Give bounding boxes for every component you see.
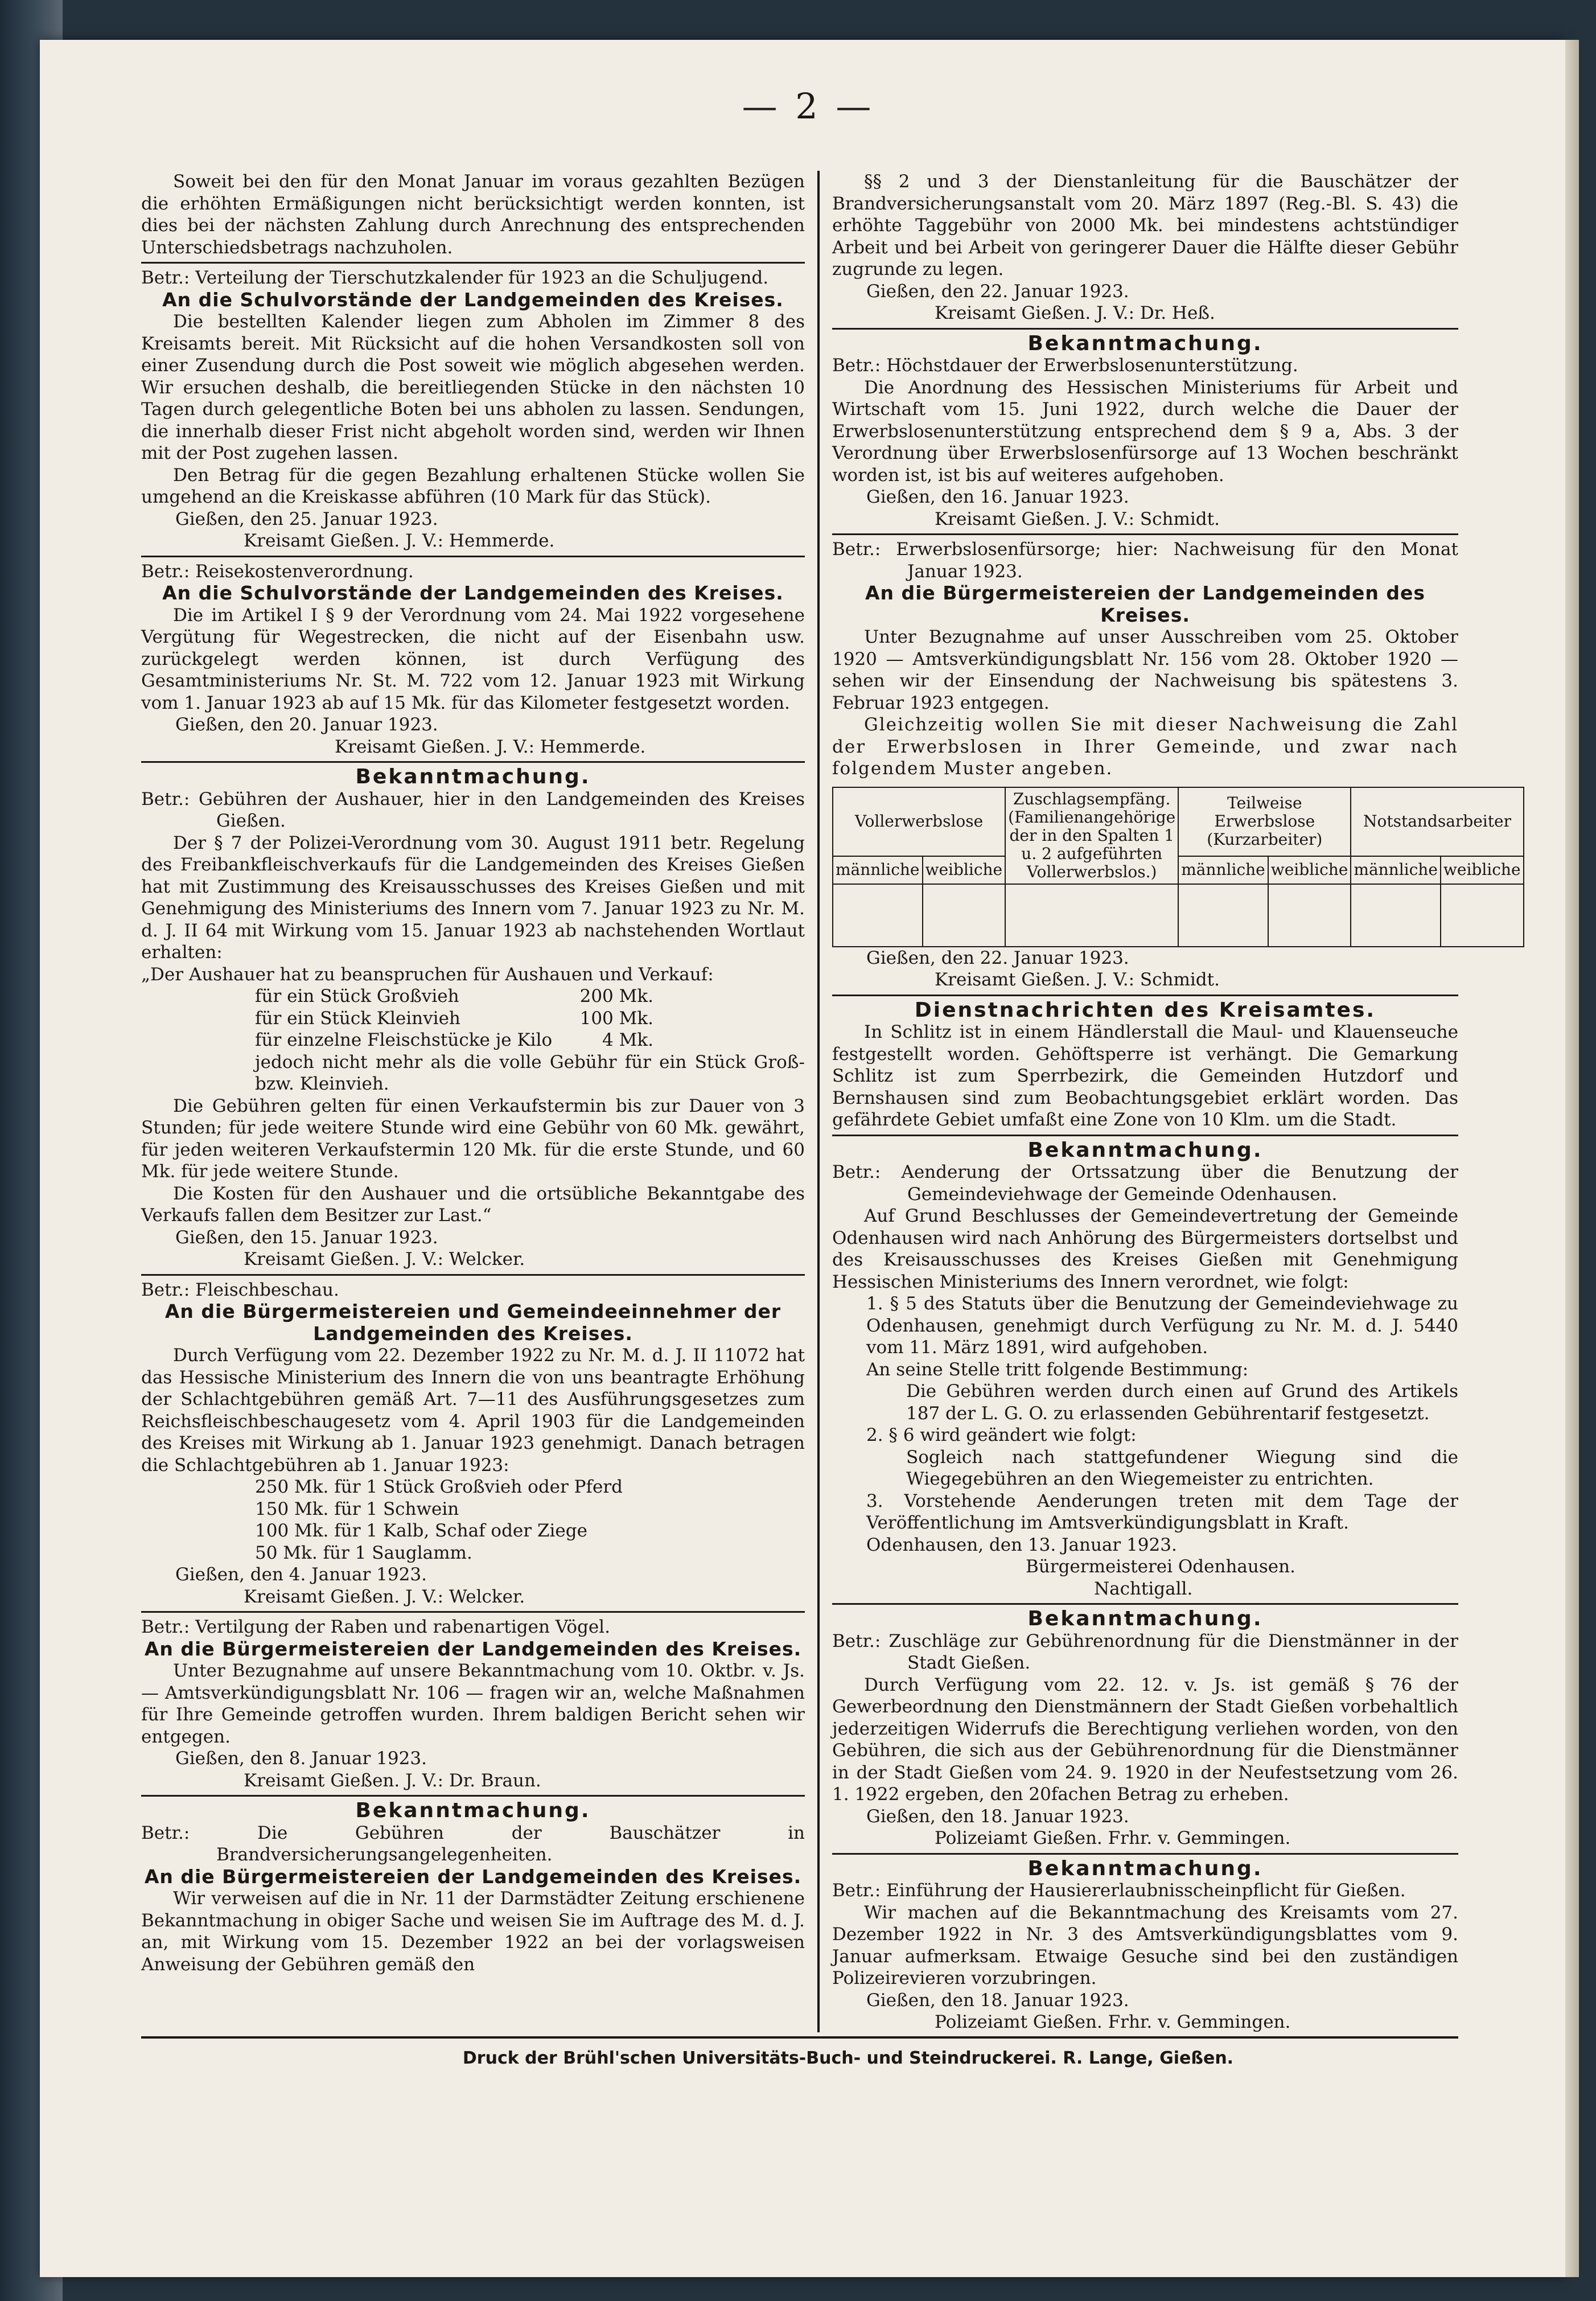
list-item: Die Gebühren werden durch einen auf Grund des Artikels 187 der L. G. O. zu erlassenden Gebührentarif festgesetzt. xyxy=(906,1381,1458,1424)
notice-date: Gießen, den 16. Januar 1923. xyxy=(866,487,1129,507)
notice-subject: Betr.: Verteilung der Tierschutzkalender für 1923 an die Schuljugend. xyxy=(141,268,769,288)
notice-signature: Kreisamt Gießen. J. V.: Schmidt. xyxy=(935,969,1220,990)
list-item: 3. Vorstehende Aenderungen treten mit dem Tage der Veröffentlichung im Amtsverkündigungsblatt in Kraft. xyxy=(866,1490,1458,1533)
table-cell xyxy=(833,884,923,947)
notice-paragraph: Der § 7 der Polizei-Verordnung vom 30. August 1911 betr. Regelung des Freibankfleischverkaufs für die Landgemeinden des Kreises Gießen hat mit Zustimmung des Kreisausschusses des Kreises Gießen und mit Genehmigung des Ministeriums des Innern vom 7. Januar 1923 zu Nr. M. d. J. II 64 mit Wirkung vom 15. Januar 1923 ab nachstehenden Wortlaut erhalten: xyxy=(141,832,805,963)
fee-note: jedoch nicht mehr als die volle Gebühr für ein Stück Groß- bzw. Kleinvieh. xyxy=(255,1051,805,1094)
notice-paragraph: Die im Artikel I § 9 der Verordnung vom 24. Mai 1922 vorgesehene Vergütung für Wegestrecken, die nicht auf der Eisenbahn usw. zurückgelegt werden können, ist durch Verfügung des Gesamtministeriums Nr. St. M. 722 vom 12. Januar 1923 mit Wirkung vom 1. Januar 1923 ab auf 15 Mk. für das Kilometer festgesetzt worden. xyxy=(141,605,805,713)
notice-signature: Kreisamt Gießen. J. V.: Schmidt. xyxy=(935,508,1220,529)
notice-addressee: An die Bürgermeistereien der Landgemeinden des Kreises. xyxy=(144,1865,802,1888)
fee-label: für ein Stück Großvieh xyxy=(255,986,459,1006)
intro-paragraph: Soweit bei den für den Monat Januar im voraus gezahlten Bezügen die erhöhten Ermäßigungen nicht berücksichtigt werden konnten, ist dies bei der nächsten Zahlung durch Anrechnung des entsprechenden Unterschiedsbetrags nachzuholen. xyxy=(141,171,805,258)
list-item: An seine Stelle tritt folgende Bestimmung: xyxy=(866,1359,1249,1380)
notice-signature: Kreisamt Gießen. J. V.: Welcker. xyxy=(244,1249,525,1269)
notice-signature: Kreisamt Gießen. J. V.: Hemmerde. xyxy=(244,531,555,551)
notice-addressee: An die Schulvorstände der Landgemeinden des Kreises. xyxy=(162,288,784,311)
notice-paragraph: Durch Verfügung vom 22. Dezember 1922 zu Nr. M. d. J. II 11072 hat das Hessische Ministerium des Innern die von uns beantragte Erhöhung der Schlachtgebühren gemäß Art. 7—11 des Ausführungsgesetzes zum Reichsfleischbeschaugesetz vom 4. April 1903 für die Landgemeinden des Kreises mit Wirkung ab 1. Januar 1923 genehmigt. Danach betragen die Schlachtgebühren ab 1. Januar 1923: xyxy=(141,1345,805,1476)
divider xyxy=(832,1135,1458,1136)
notice-date: Gießen, den 18. Januar 1923. xyxy=(866,1990,1129,2011)
fee-value: 4 Mk. xyxy=(602,1030,653,1050)
notice-signature: Kreisamt Gießen. J. V.: Dr. Heß. xyxy=(935,303,1215,323)
notice-subject: Betr.: Aenderung der Ortssatzung über die Benutzung der Gemeindeviehwage der Gemeinde Odenhausen. xyxy=(832,1162,1458,1205)
notice-subject: Betr.: Reisekostenverordnung. xyxy=(141,561,414,582)
notice-subject: Betr.: Erwerbslosenfürsorge; hier: Nachweisung für den Monat Januar 1923. xyxy=(832,539,1458,582)
divider xyxy=(141,262,805,264)
fee-row xyxy=(255,1008,653,1030)
fee-list xyxy=(141,985,653,1051)
fee-label: für einzelne Fleischstücke je Kilo xyxy=(255,1030,553,1050)
table-subheader: männliche xyxy=(1178,856,1268,884)
fee-row: 100 Mk. für 1 Kalb, Schaf oder Ziege xyxy=(255,1521,587,1541)
page-edge xyxy=(1565,40,1579,2277)
notice-date: Gießen, den 22. Januar 1923. xyxy=(866,947,1129,968)
notice-heading: Bekanntmachung. xyxy=(1027,331,1263,355)
divider xyxy=(141,1795,805,1797)
bottom-rule xyxy=(141,2036,1458,2039)
notice-paragraph: Die Anordnung des Hessischen Ministeriums für Arbeit und Wirtschaft vom 15. Juni 1922, durch welche die Dauer der Erwerbslosenunterstützung entsprechend dem § 9 a, Abs. 3 der Verordnung über Erwerbslosenfürsorge auf 13 Wochen beschränkt worden ist, ist bis auf weiteres aufgehoben. xyxy=(832,377,1458,486)
table-header: Zuschlagsempfäng. (Familienangehörige der in den Spalten 1 u. 2 aufgeführten Vollerwerbslos.) xyxy=(1005,787,1178,884)
table-subheader: weibliche xyxy=(923,856,1006,884)
notice-subject: Betr.: Zuschläge zur Gebührenordnung für die Dienstmänner in der Stadt Gießen. xyxy=(832,1630,1458,1673)
divider xyxy=(832,533,1458,535)
divider xyxy=(141,761,805,763)
table-cell xyxy=(1178,884,1268,947)
unemployment-table xyxy=(832,787,1524,947)
fee-value: 200 Mk. xyxy=(579,986,653,1006)
notice-date: Gießen, den 15. Januar 1923. xyxy=(175,1227,438,1248)
notice-signature: Kreisamt Gießen. J. V.: Dr. Braun. xyxy=(244,1770,541,1791)
notice-paragraph: Die Gebühren gelten für einen Verkaufstermin bis zur Dauer von 3 Stunden; für jede weitere Stunde wird eine Gebühr von 60 Mk. gewährt, für jeden weiteren Verkaufstermin 120 Mk. für die erste Stunde, und 60 Mk. für jede weitere Stunde. xyxy=(141,1095,805,1182)
notice-addressee: An die Schulvorstände der Landgemeinden des Kreises. xyxy=(162,582,784,604)
table-subheader: weibliche xyxy=(1268,856,1351,884)
notice-signature: Polizeiamt Gießen. Frhr. v. Gemmingen. xyxy=(935,2012,1291,2032)
fee-value: 100 Mk. xyxy=(579,1008,653,1029)
notice-signature: Bürgermeisterei Odenhausen. xyxy=(1026,1556,1295,1577)
notice-heading: Bekanntmachung. xyxy=(1027,1138,1263,1162)
table-header: Vollerwerbslose xyxy=(833,787,1005,857)
list-item: 2. § 6 wird geändert wie folgt: xyxy=(866,1425,1137,1445)
notice-paragraph: Die bestellten Kalender liegen zum Abholen im Zimmer 8 des Kreisamts bereit. Mit Rücksicht auf die hohen Versandkosten soll von einer Zusendung durch die Post soweit wie möglich abgesehen werden. Wir ersuchen deshalb, die bereitliegenden Stücke in den nächsten 10 Tagen durch gelegentliche Boten bei uns abholen zu lassen. Sendungen, die innerhalb dieser Frist nicht abgeholt worden sind, werden wir Ihnen mit der Post zugehen lassen. xyxy=(141,311,805,463)
notice-heading: Bekanntmachung. xyxy=(1027,1607,1263,1630)
notice-date: Gießen, den 8. Januar 1923. xyxy=(175,1748,427,1769)
divider xyxy=(141,1611,805,1613)
divider xyxy=(141,556,805,557)
fee-row xyxy=(255,1029,653,1051)
notice-date: Odenhausen, den 13. Januar 1923. xyxy=(866,1534,1177,1555)
notice-paragraph: In Schlitz ist in einem Händlerstall die Maul- und Klauenseuche festgestellt worden. Gehöftsperre ist verhängt. Die Gemarkung Schlitz ist zum Sperrbezirk, die Gemeinden Hutzdorf und Bernshausen sind zum Beobachtungsgebiet erklärt worden. Das gefährdete Gebiet umfaßt eine Zone von 10 Klm. um die Stadt. xyxy=(832,1022,1458,1130)
divider xyxy=(141,1274,805,1276)
notice-date: Gießen, den 20. Januar 1923. xyxy=(175,714,438,735)
ordinance-list xyxy=(832,1293,1458,1534)
notice-date: Gießen, den 22. Januar 1923. xyxy=(866,281,1129,302)
table-header: Notstandsarbeiter xyxy=(1351,787,1523,857)
notice-paragraph: Auf Grund Beschlusses der Gemeindevertretung der Gemeinde Odenhausen wird nach Anhörung des Bürgermeisters dortselbst und des Kreisausschusses des Kreises Gießen mit Genehmigung Hessischen Ministeriums des Innern verordnet, wie folgt: xyxy=(832,1206,1458,1292)
table-header-row xyxy=(833,787,1524,857)
fee-label: für ein Stück Kleinvieh xyxy=(255,1008,460,1029)
divider xyxy=(832,1853,1458,1855)
divider xyxy=(832,995,1458,996)
notice-heading: Bekanntmachung. xyxy=(1027,1856,1263,1880)
table-cell xyxy=(1441,884,1524,947)
table-cell xyxy=(1351,884,1441,947)
table-row xyxy=(833,884,1524,947)
notice-signature-name: Nachtigall. xyxy=(1094,1578,1193,1599)
notice-subject: Betr.: Fleischbeschau. xyxy=(141,1279,339,1300)
notice-signature: Polizeiamt Gießen. Frhr. v. Gemmingen. xyxy=(935,1828,1291,1848)
notice-subject: Betr.: Gebühren der Aushauer, hier in den Landgemeinden des Kreises Gießen. xyxy=(141,788,805,831)
divider xyxy=(832,1603,1458,1605)
notice-signature: Kreisamt Gießen. J. V.: Welcker. xyxy=(244,1586,525,1607)
table-cell xyxy=(1005,884,1178,947)
notice-heading: Dienstnachrichten des Kreisamtes. xyxy=(914,998,1376,1022)
notice-date: Gießen, den 18. Januar 1923. xyxy=(866,1806,1129,1827)
fee-row: 50 Mk. für 1 Sauglamm. xyxy=(255,1542,472,1563)
notice-paragraph: Durch Verfügung vom 22. 12. v. Js. ist gemäß § 76 der Gewerbeordnung den Dienstmännern der Stadt Gießen vorbehaltlich jederzeitigen Widerrufs die Berechtigung verliehen worden, von den Gebühren, die sich aus der Gebührenordnung für die Dienstmänner in der Stadt Gießen vom 24. 9. 1920 in der Neufestsetzung vom 26. 1. 1922 ergeben, den 20fachen Betrag zu erheben. xyxy=(832,1674,1458,1805)
table-subheader-row xyxy=(833,856,1524,884)
notice-subject: Betr.: Die Gebühren der Bauschätzer in Brandversicherungsangelegenheiten. xyxy=(141,1822,805,1865)
notice-subject: Betr.: Vertilgung der Raben und rabenartigen Vögel. xyxy=(141,1617,610,1637)
notice-date: Gießen, den 4. Januar 1923. xyxy=(175,1564,427,1585)
table-header: Teilweise Erwerbslose (Kurzarbeiter) xyxy=(1178,787,1351,857)
quote-line: „Der Aushauer hat zu beanspruchen für Aushauen und Verkauf: xyxy=(141,964,714,985)
notice-addressee: An die Bürgermeistereien der Landgemeinden des Kreises. xyxy=(865,582,1426,626)
printer-imprint: Druck der Brühl'schen Universitäts-Buch- und Steindruckerei. R. Lange, Gießen. xyxy=(462,2048,1234,2068)
notice-paragraph: Die Kosten für den Aushauer und die ortsübliche Bekanntgabe des Verkaufs fallen dem Besitzer zur Last.“ xyxy=(141,1183,805,1226)
table-cell xyxy=(923,884,1006,947)
fee-row: 150 Mk. für 1 Schwein xyxy=(255,1498,459,1519)
notice-addressee: An die Bürgermeistereien der Landgemeinden des Kreises. xyxy=(144,1637,802,1660)
notice-heading: Bekanntmachung. xyxy=(355,1799,591,1822)
right-column xyxy=(832,171,1521,2033)
notice-date: Gießen, den 25. Januar 1923. xyxy=(175,508,438,529)
left-column xyxy=(141,171,805,1975)
notice-paragraph: §§ 2 und 3 der Dienstanleitung für die Bauschätzer der Brandversicherungsanstalt vom 20. März 1897 (Reg.-Bl. S. 43) die erhöhte Taggebühr von 2000 Mk. bei mindestens achtstündiger Arbeit und bei Arbeit von geringerer Dauer die Hälfte dieser Gebühr zugrunde zu legen. xyxy=(832,171,1458,280)
notice-heading: Bekanntmachung. xyxy=(355,765,591,788)
notice-subject: Betr.: Höchstdauer der Erwerbslosenunterstützung. xyxy=(832,355,1298,376)
notice-subject: Betr.: Einführung der Hausiererlaubnisscheinpflicht für Gießen. xyxy=(832,1880,1406,1901)
table-subheader: weibliche xyxy=(1441,856,1524,884)
page-number: — 2 — xyxy=(742,85,875,127)
list-item: Sogleich nach stattgefundener Wiegung sind die Wiegegebühren an den Wiegemeister zu entrichten. xyxy=(906,1447,1458,1489)
notice-paragraph: Unter Bezugnahme auf unser Ausschreiben vom 25. Oktober 1920 — Amtsverkündigungsblatt Nr. 156 vom 28. Oktober 1920 — sehen wir der Einsendung der Nachweisung bis spätestens 3. Februar 1923 entgegen. xyxy=(832,627,1458,713)
notice-paragraph: Wir verweisen auf die in Nr. 11 der Darmstädter Zeitung erschienene Bekanntmachung in obiger Sache und weisen Sie im Auftrage des M. d. J. an, mit Wirkung vom 15. Dezember 1922 an bei der vorlagsweisen Anweisung der Gebühren gemäß den xyxy=(141,1888,805,1975)
notice-addressee: An die Bürgermeistereien und Gemeindeeinnehmer der Landgemeinden des Kreises. xyxy=(164,1300,781,1345)
table-subheader: männliche xyxy=(833,856,923,884)
fee-row: 250 Mk. für 1 Stück Großvieh oder Pferd xyxy=(255,1477,623,1497)
notice-paragraph: Unter Bezugnahme auf unsere Bekanntmachung vom 10. Oktbr. v. Js. — Amtsverkündigungsblatt Nr. 106 — fragen wir an, welche Maßnahmen für Ihre Gemeinde getroffen wurden. Ihrem baldigen Bericht sehen wir entgegen. xyxy=(141,1661,805,1747)
notice-paragraph: Wir machen auf die Bekanntmachung des Kreisamts vom 27. Dezember 1922 in Nr. 3 des Amtsverkündigungsblattes vom 9. Januar aufmerksam. Etwaige Gesuche sind bei den zuständigen Polizeirevieren vorzubringen. xyxy=(832,1902,1458,1988)
slaughter-fee-list xyxy=(141,1476,805,1564)
notice-signature: Kreisamt Gießen. J. V.: Hemmerde. xyxy=(335,736,646,757)
fee-row xyxy=(255,985,653,1008)
divider xyxy=(832,328,1458,330)
notice-paragraph: Gleichzeitig wollen Sie mit dieser Nachweisung die Zahl der Erwerbslosen in Ihrer Gemeinde, und zwar nach folgendem Muster angeben. xyxy=(832,714,1458,779)
notice-paragraph: Den Betrag für die gegen Bezahlung erhaltenen Stücke wollen Sie umgehend an die Kreiskasse abführen (10 Mark für das Stück). xyxy=(141,465,805,507)
list-item: 1. § 5 des Statuts über die Benutzung der Gemeindeviehwage zu Odenhausen, genehmigt durch Verfügung zu Nr. M. d. J. 5440 vom 11. März 1891, wird aufgehoben. xyxy=(866,1293,1458,1358)
column-divider xyxy=(817,171,820,2032)
table-cell xyxy=(1268,884,1351,947)
table-subheader: männliche xyxy=(1351,856,1441,884)
